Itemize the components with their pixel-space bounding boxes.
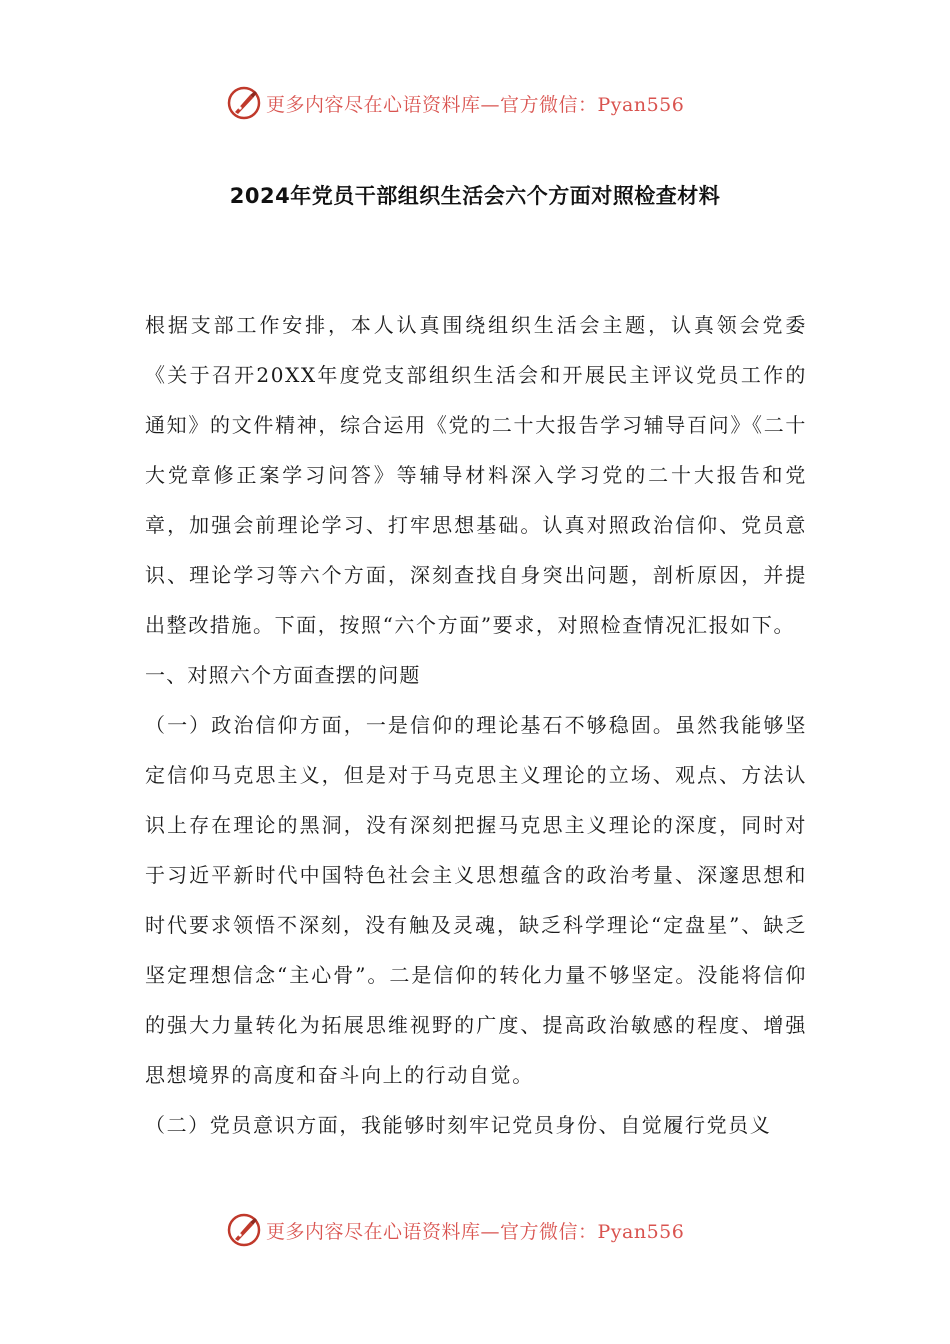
document-body (145, 300, 807, 1150)
section-heading: 一、对照六个方面查摆的问题 (145, 663, 421, 687)
pen-nib-logo-icon (226, 85, 262, 121)
document-title: 2024年党员干部组织生活会六个方面对照检查材料 (229, 184, 721, 208)
footer-watermark-banner (226, 1210, 684, 1250)
intro-paragraph: 根据支部工作安排，本人认真围绕组织生活会主题，认真领会党委《关于召开20XX年度党支部组织生活会和开展民主评议党员工作的通知》的文件精神，综合运用《党的二十大报告学习辅导百问》《二十大党章修正案学习问答》等辅导材料深入学习党的二十大报告和党章，加强会前理论学习、打牢思想基础。认真对照政治信仰、党员意识、理论学习等六个方面，深刻查找自身突出问题，剖析原因，并提出整改措施。下面，按照“六个方面”要求，对照检查情况汇报如下。 (145, 313, 807, 637)
political-belief-paragraph: （一）政治信仰方面，一是信仰的理论基石不够稳固。虽然我能够坚定信仰马克思主义，但是对于马克思主义理论的立场、观点、方法认识上存在理论的黑洞，没有深刻把握马克思主义理论的深度，同时对于习近平新时代中国特色社会主义思想蕴含的政治考量、深邃思想和时代要求领悟不深刻，没有触及灵魂，缺乏科学理论“定盘星”、缺乏坚定理想信念“主心骨”。二是信仰的转化力量不够坚定。没能将信仰的强大力量转化为拓展思维视野的广度、提高政治敏感的程度、增强思想境界的高度和奋斗向上的行动自觉。 (145, 713, 807, 1087)
party-awareness-paragraph: （二）党员意识方面，我能够时刻牢记党员身份、自觉履行党员义 (145, 1113, 772, 1137)
pen-nib-logo-icon (226, 1212, 262, 1248)
watermark-text: 更多内容尽在心语资料库—官方微信：Pyan556 (266, 1220, 685, 1243)
header-watermark-banner (226, 83, 684, 123)
watermark-text: 更多内容尽在心语资料库—官方微信：Pyan556 (266, 93, 685, 116)
